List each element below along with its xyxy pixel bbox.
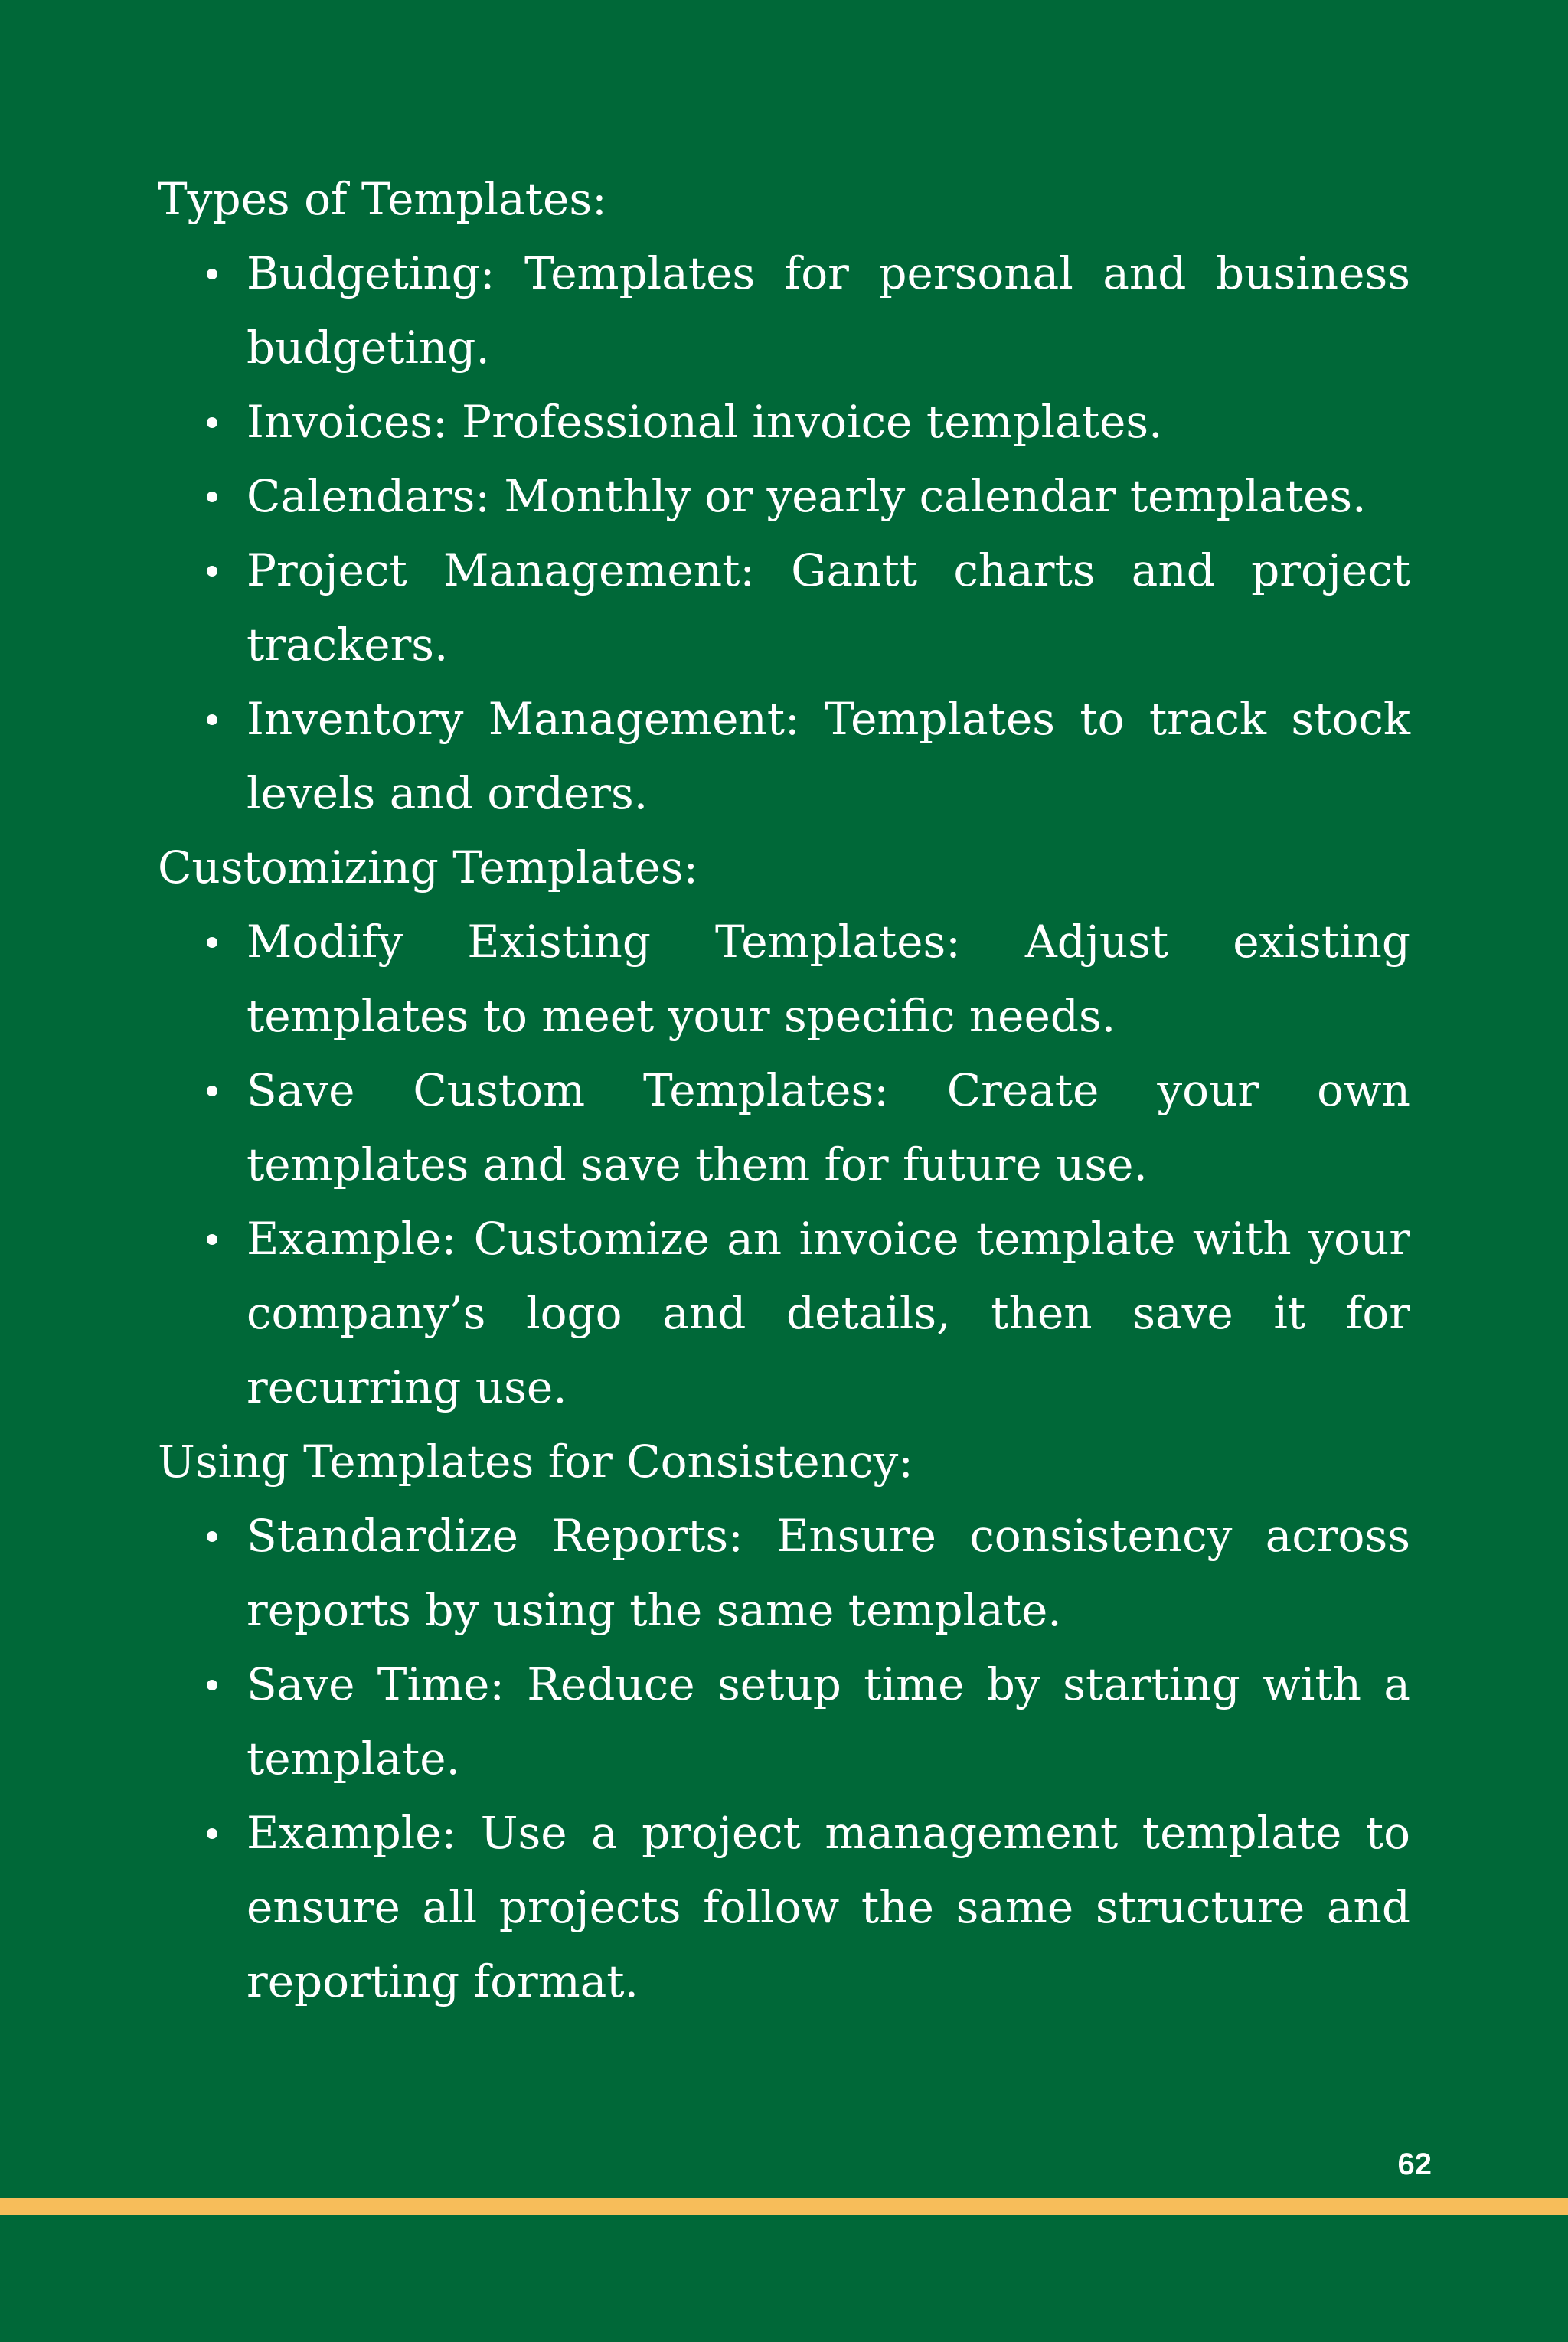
bullet-icon (207, 937, 217, 948)
bullet-icon (207, 1680, 217, 1690)
bullet-icon (207, 1531, 217, 1542)
bullet-icon (207, 417, 217, 428)
bullet-icon (207, 269, 217, 279)
list-item (158, 459, 1410, 534)
list-item-text: Inventory Management: Templates to track stock levels and orders. (247, 693, 1410, 819)
section-heading-consistency: Using Templates for Consistency: (158, 1436, 913, 1488)
list-item-text: Save Custom Templates: Create your own templates and save them for future use. (247, 1064, 1410, 1191)
list-item-text: Standardize Reports: Ensure consistency across reports by using the same template. (247, 1510, 1410, 1636)
list-item-text: Budgeting: Templates for personal and business budgeting. (247, 247, 1410, 374)
page-number: 62 (1397, 2148, 1432, 2181)
bullet-list-types (158, 237, 1410, 831)
list-item (158, 905, 1410, 1053)
list-item-text: Invoices: Professional invoice templates. (247, 396, 1163, 448)
list-item-text: Project Management: Gantt charts and project trackers. (247, 544, 1410, 671)
list-item (158, 682, 1410, 831)
bullet-icon (207, 566, 217, 577)
list-item (158, 1796, 1410, 2019)
list-item (158, 1202, 1410, 1425)
list-item-text: Example: Use a project management template to ensure all projects follow the same structure and reporting format. (247, 1807, 1410, 2007)
bullet-icon (207, 1086, 217, 1096)
list-item (158, 1053, 1410, 1202)
bullet-icon (207, 714, 217, 725)
bullet-icon (207, 1234, 217, 1245)
bullet-icon (207, 1828, 217, 1839)
section-heading-types: Types of Templates: (158, 173, 607, 225)
list-item (158, 1499, 1410, 1648)
list-item (158, 385, 1410, 459)
bullet-list-customizing (158, 905, 1410, 1425)
bullet-list-consistency (158, 1499, 1410, 2019)
bullet-icon (207, 492, 217, 502)
list-item (158, 1648, 1410, 1796)
list-item-text: Save Time: Reduce setup time by starting with a template. (247, 1658, 1410, 1785)
footer-rule (0, 2198, 1568, 2215)
list-item-text: Modify Existing Templates: Adjust existing templates to meet your specific needs. (247, 916, 1410, 1042)
list-item-text: Calendars: Monthly or yearly calendar templates. (247, 470, 1367, 522)
list-item (158, 534, 1410, 682)
list-item (158, 237, 1410, 385)
list-item-text: Example: Customize an invoice template with your company’s logo and details, then save it for recurring use. (247, 1213, 1410, 1413)
page-content (158, 162, 1410, 2019)
section-heading-customizing: Customizing Templates: (158, 841, 698, 893)
